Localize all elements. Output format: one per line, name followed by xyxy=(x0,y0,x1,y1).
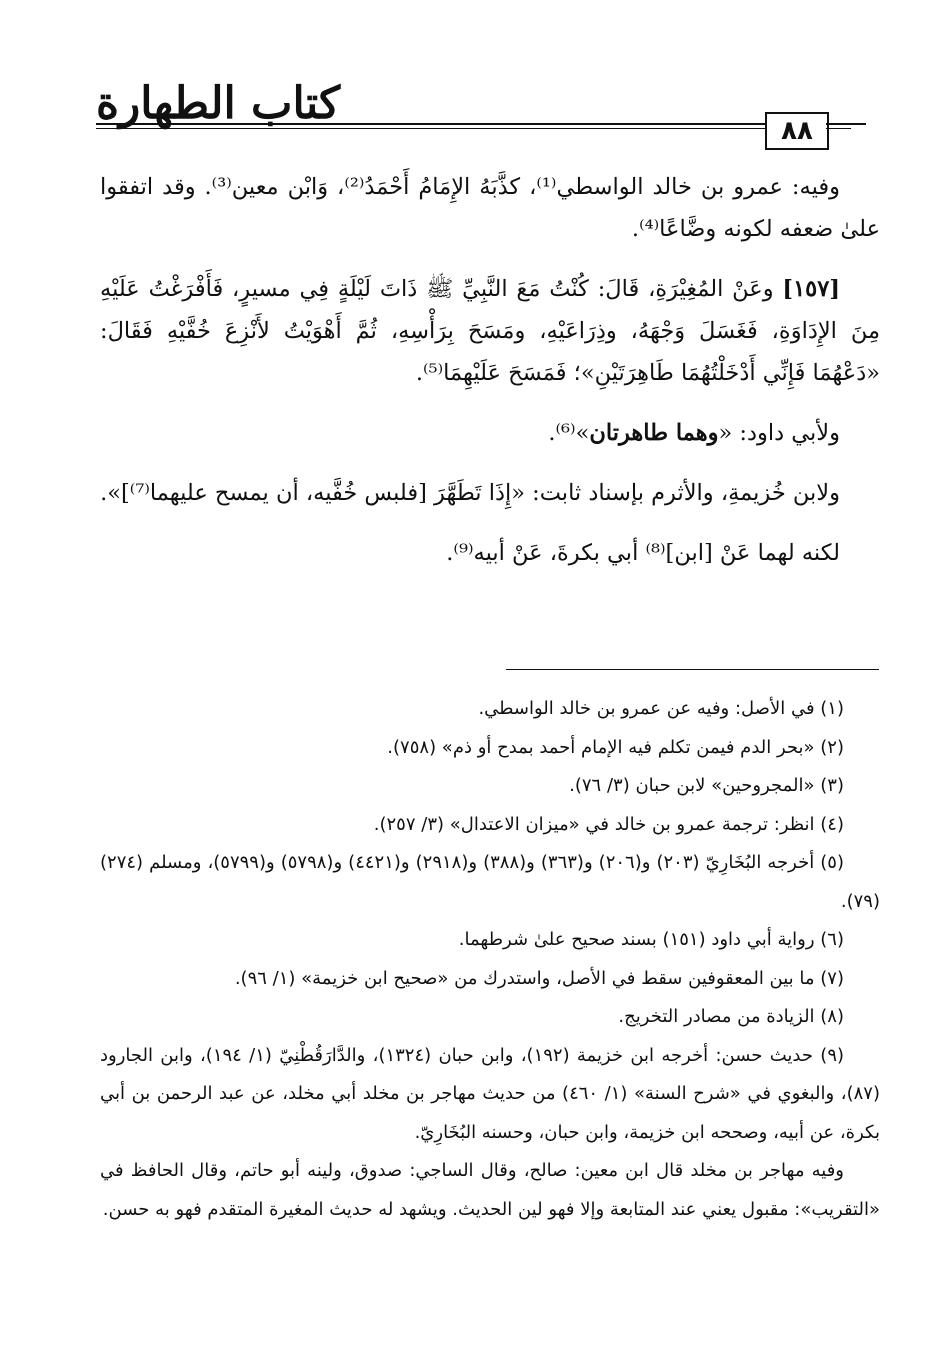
footnote-1: (١) في الأصل: وفيه عن عمرو بن خالد الواسطي. xyxy=(478,698,844,719)
header-rule-end-thin xyxy=(826,128,851,129)
header-rule xyxy=(96,123,766,125)
footnote-5: (٥) أخرجه البُخَارِيّ (٢٠٣) و(٢٠٦) و(٣٦٣) و(٣٨٨) و(٢٩١٨) و(٤٤٢١) و(٥٧٩٨) و(٥٧٩٩)، ومسلم (٢٧٤) (٧٩). xyxy=(100,852,880,912)
footnote-9-continuation: وفيه مهاجر بن مخلد قال ابن معين: صالح، وقال الساجي: صدوق، ولينه أبو حاتم، وقال الحافظ في «التقريب»: مقبول يعني عند المتابعة وإلا فهو لين الحديث. ويشهد له حديث المغيرة المتقدم فهو به حسن. xyxy=(100,1160,880,1220)
hadith-number: [١٥٧] xyxy=(782,276,840,302)
paragraph-abu-dawud xyxy=(100,412,880,454)
paragraph-abu-bakrah: لكنه لهما عَنْ [ابن]⁽⁸⁾ أبي بكرةَ، عَنْ أبيه⁽⁹⁾. xyxy=(446,540,840,566)
footnote-2: (٢) «بحر الدم فيمن تكلم فيه الإمام أحمد بمدح أو ذم» (٧٥٨). xyxy=(387,736,844,758)
footnote-6: (٦) رواية أبي داود (١٥١) بسند صحيح علىٰ شرطهما. xyxy=(458,929,844,950)
abu-dawud-prefix: ولأبي داود: « xyxy=(718,420,840,446)
paragraph-ibn-khuzaymah: ولابن خُزيمةِ، والأثرم بإسناد ثابت: «إِذَا تَطَهَّرَ [فلبس خُفَّيه، أن يمسح عليهما⁽⁷⁾]». xyxy=(100,480,840,506)
paragraph-1: وفيه: عمرو بن خالد الواسطي⁽¹⁾، كذَّبَهُ الإِمَامُ أَحْمَدُ⁽²⁾، وَابْن معين⁽³⁾. وقد اتفقوا علىٰ ضعفه لكونه وضَّاعًا⁽⁴⁾. xyxy=(100,174,880,242)
page-number: ٨٨ xyxy=(765,112,829,150)
footnote-4: (٤) انظر: ترجمة عمرو بن خالد في «ميزان الاعتدال» (٣/ ٢٥٧). xyxy=(373,813,844,835)
hadith-text: وعَنْ المُغِيْرَةِ، قَالَ: كُنْتُ مَعَ النَّبِيِّ ﷺ ذَاتَ لَيْلَةٍ فِي مسيرٍ، فَأَفْرَغْتُ عَلَيْهِ مِنَ الإِدَاوَةِ، فَغَسَلَ وَجْهَهُ، وذِرَاعَيْهِ، ومَسَحَ بِرَأْسِهِ، ثُمَّ أَهْوَيْتُ لأَنْزِعَ خُفَّيْهِ فَقَالَ: «دَعْهُمَا فَإِنِّي أَدْخَلْتُهُمَا طَاهِرَتَيْنِ»؛ فَمَسَحَ عَلَيْهِمَا⁽⁵⁾. xyxy=(100,276,880,386)
footnote-9: (٩) حديث حسن: أخرجه ابن خزيمة (١٩٢)، وابن حبان (١٣٢٤)، والدَّارَقُطْنِيّ (١/ ١٩٤)، وابن الجارود (٨٧)، والبغوي في «شرح السنة» (١/ ٤٦٠) من حديث مهاجر بن مخلد أبي مخلد، عن عبد الرحمن بن أبي بكرة، عن أبيه، وصححه ابن خزيمة، وابن حبان، وحسنه البُخَارِيّ. xyxy=(100,1044,880,1143)
book-title: كتاب الطهارة xyxy=(96,78,341,129)
abu-dawud-quote: وهما طاهرتان xyxy=(589,420,719,446)
header-rule-end xyxy=(826,123,866,125)
footnotes xyxy=(100,690,880,1229)
abu-dawud-suffix: »⁽⁶⁾. xyxy=(548,420,590,446)
footnote-8: (٨) الزيادة من مصادر التخريج. xyxy=(618,1006,844,1027)
footnote-separator xyxy=(506,669,879,670)
main-text xyxy=(100,166,880,592)
footnote-7: (٧) ما بين المعقوفين سقط في الأصل، واستدرك من «صحيح ابن خزيمة» (١/ ٩٦). xyxy=(234,967,844,989)
hadith-157 xyxy=(100,268,880,394)
footnote-3: (٣) «المجروحين» لابن حبان (٣/ ٧٦). xyxy=(569,775,844,796)
header-rule-thin xyxy=(96,128,766,129)
